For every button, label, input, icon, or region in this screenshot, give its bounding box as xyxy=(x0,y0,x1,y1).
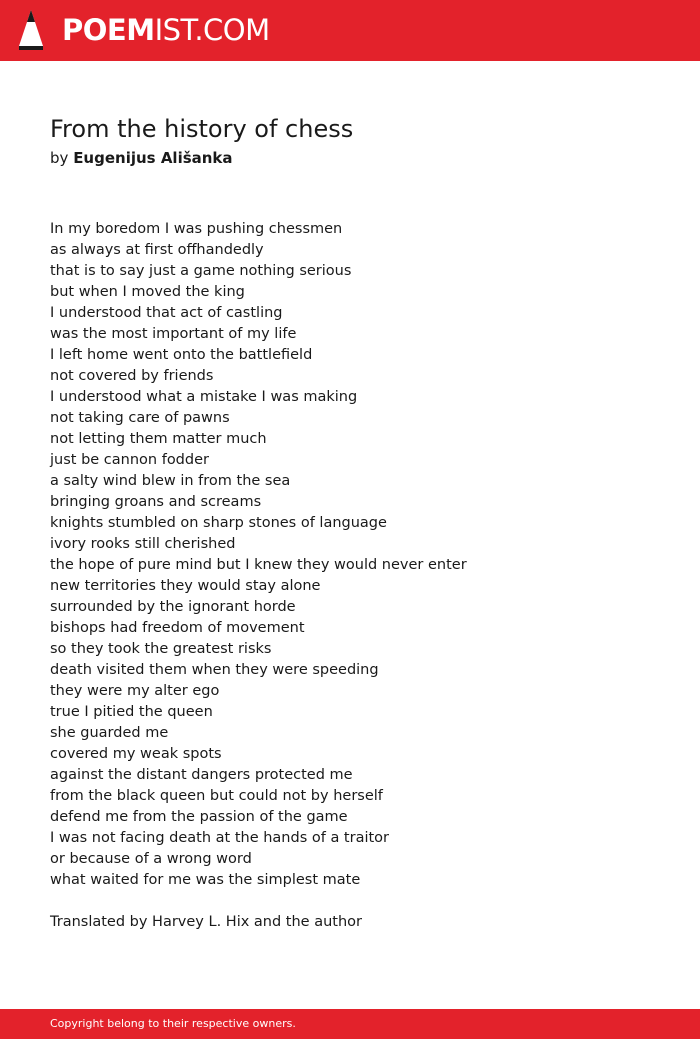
poem-line: new territories they would stay alone xyxy=(50,578,321,594)
poem-author: Eugenijus Ališanka xyxy=(73,149,233,167)
poem-line: from the black queen but could not by herself xyxy=(50,788,383,804)
poem-line: that is to say just a game nothing serious xyxy=(50,263,352,279)
poem-line: what waited for me was the simplest mate xyxy=(50,872,361,888)
poem-line: I left home went onto the battlefield xyxy=(50,347,313,363)
poem-line: they were my alter ego xyxy=(50,683,220,699)
poem-line: true I pitied the queen xyxy=(50,704,213,720)
brand-bold-text: POEM xyxy=(62,13,155,47)
poem-line: I was not facing death at the hands of a traitor xyxy=(50,830,390,846)
translator-note: Translated by Harvey L. Hix and the author xyxy=(50,914,362,930)
poem-line: not covered by friends xyxy=(50,368,214,384)
poem-line: or because of a wrong word xyxy=(50,851,252,867)
poem-line: covered my weak spots xyxy=(50,746,222,762)
poem-line: not letting them matter much xyxy=(50,431,267,447)
poem-line: defend me from the passion of the game xyxy=(50,809,348,825)
brand-light-text: IST.COM xyxy=(154,13,270,47)
poem-line: In my boredom I was pushing chessmen xyxy=(50,221,343,237)
poem-line: against the distant dangers protected me xyxy=(50,767,353,783)
poem-line: knights stumbled on sharp stones of language xyxy=(50,515,387,531)
poem-line: surrounded by the ignorant horde xyxy=(50,599,296,615)
site-brand-link[interactable] xyxy=(62,10,270,50)
poem-line: was the most important of my life xyxy=(50,326,297,342)
poem-body xyxy=(50,219,650,891)
poem-line: but when I moved the king xyxy=(50,284,245,300)
by-label: by xyxy=(50,149,69,167)
poem-line: ivory rooks still cherished xyxy=(50,536,236,552)
poem-line: just be cannon fodder xyxy=(50,452,209,468)
poem-line: bringing groans and screams xyxy=(50,494,262,510)
poem-line: not taking care of pawns xyxy=(50,410,230,426)
site-footer xyxy=(0,1009,700,1039)
poem-line: so they took the greatest risks xyxy=(50,641,272,657)
poem-line: I understood that act of castling xyxy=(50,305,283,321)
poem-line: the hope of pure mind but I knew they would never enter xyxy=(50,557,467,573)
poem-line: she guarded me xyxy=(50,725,169,741)
poem-line: death visited them when they were speeding xyxy=(50,662,379,678)
pencil-logo-icon[interactable] xyxy=(18,9,44,51)
poem-line: as always at first offhandedly xyxy=(50,242,264,258)
poem-byline xyxy=(50,149,233,167)
poem-line: a salty wind blew in from the sea xyxy=(50,473,291,489)
copyright-text: Copyright belong to their respective owners. xyxy=(50,1017,296,1030)
poem-title: From the history of chess xyxy=(50,115,354,143)
poem-line: bishops had freedom of movement xyxy=(50,620,305,636)
poem-line: I understood what a mistake I was making xyxy=(50,389,358,405)
site-header xyxy=(0,0,700,61)
